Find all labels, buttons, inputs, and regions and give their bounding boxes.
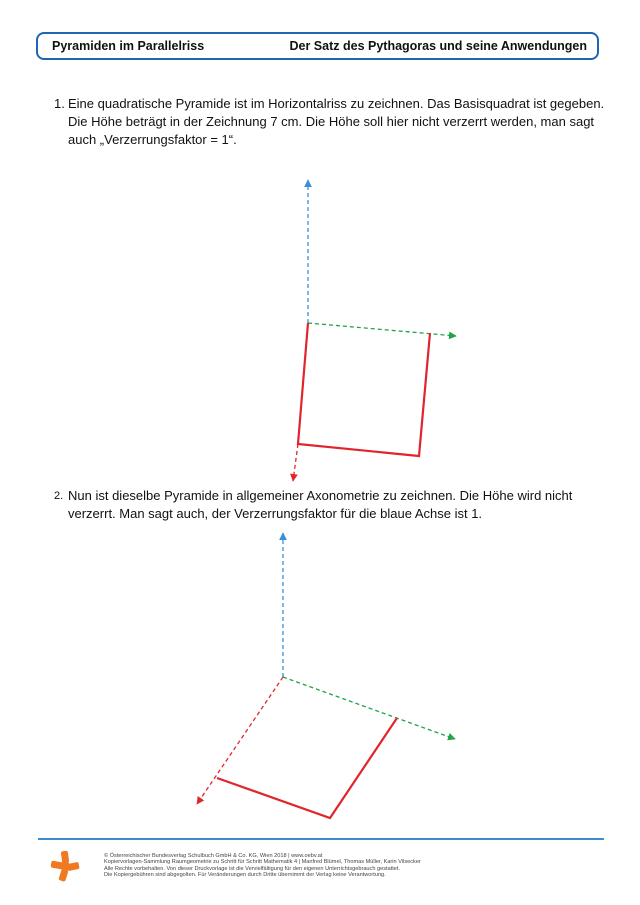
task-number: 2. xyxy=(54,490,64,502)
publisher-logo-icon xyxy=(50,850,80,882)
footer-copyright xyxy=(104,853,604,879)
task-2 xyxy=(54,487,614,523)
footer-line: Kopiervorlagen-Sammlung Raumgeometrie zu Schritt für Schritt Mathematik 4 | Manfred Blümel, Thomas Müller, Karin Vilsecker xyxy=(104,859,421,866)
base-square-outline xyxy=(217,718,397,818)
task-text xyxy=(68,487,614,523)
header-right-title: Der Satz des Pythagoras und seine Anwendungen xyxy=(289,39,587,53)
footer-line: Alle Rechte vorbehalten. Von dieser Druckvorlage ist die Vervielfältigung für den eigenen Unterrichtsgebrauch gestattet. xyxy=(104,865,401,872)
footer-line: Die Kopiergebühren sind abgegolten. Für Veränderungen durch Dritte übernimmt der Verlag keine Verantwortung. xyxy=(104,872,386,879)
task-text-line: verzerrt. Man sagt auch, der Verzerrungsfaktor für die blaue Achse ist 1. xyxy=(68,506,483,521)
task-number: 1. xyxy=(54,96,65,111)
footer-divider xyxy=(38,838,604,840)
y-axis-arrow xyxy=(308,323,456,336)
figure-2-axonometry xyxy=(197,533,455,818)
y-axis-arrow xyxy=(283,677,455,739)
x-axis-arrow xyxy=(197,677,283,804)
base-square-outline xyxy=(298,323,430,456)
figure-1-horizontal-projection xyxy=(293,180,456,481)
header-left-title: Pyramiden im Parallelriss xyxy=(52,39,205,53)
task-text-line: auch „Verzerrungsfaktor = 1“. xyxy=(68,132,237,147)
task-text-line: Eine quadratische Pyramide ist im Horizontalriss zu zeichnen. Das Basisquadrat ist gegeben. xyxy=(68,96,605,111)
task-text-line: Die Höhe beträgt in der Zeichnung 7 cm. Die Höhe soll hier nicht verzerrt werden, man sagt xyxy=(68,114,595,129)
task-text-line: Nun ist dieselbe Pyramide in allgemeiner Axonometrie zu zeichnen. Die Höhe wird nicht xyxy=(68,488,573,503)
footer-line: © Österreichischer Bundesverlag Schulbuch GmbH & Co. KG, Wien 2018 | www.oebv.at xyxy=(104,853,323,859)
x-axis-arrow xyxy=(293,444,298,481)
